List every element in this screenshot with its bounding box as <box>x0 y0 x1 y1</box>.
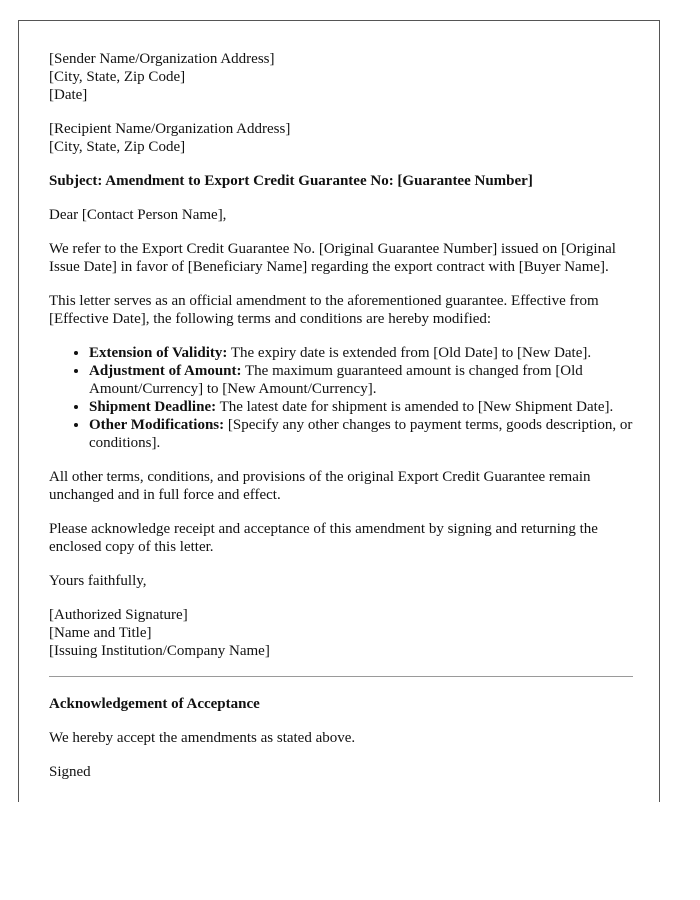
term-item-amount <box>89 362 633 398</box>
recipient-block <box>49 120 633 156</box>
term-label: Shipment Deadline: <box>89 399 217 415</box>
acceptance-statement: We hereby accept the amendments as stated above. <box>49 730 356 746</box>
amendment-paragraph: This letter serves as an official amendment to the aforementioned guarantee. Effective from [Effective Date], the following terms and conditions are hereby modified: <box>49 293 599 327</box>
acceptance-title: Acknowledgement of Acceptance <box>49 696 260 712</box>
closing: Yours faithfully, <box>49 573 147 589</box>
subject-line: Subject: Amendment to Export Credit Guarantee No: [Guarantee Number] <box>49 173 533 189</box>
term-label: Other Modifications: <box>89 417 225 433</box>
intro-paragraph: We refer to the Export Credit Guarantee No. [Original Guarantee Number] issued on [Original Issue Date] in favor of [Beneficiary Name] regarding the export contract with [Buyer Name]. <box>49 241 616 275</box>
issuing-institution: [Issuing Institution/Company Name] <box>49 643 270 659</box>
term-item-other <box>89 416 633 452</box>
term-item-validity <box>89 344 633 362</box>
recipient-address: [Recipient Name/Organization Address] <box>49 121 291 137</box>
term-label: Extension of Validity: <box>89 345 228 361</box>
acknowledge-paragraph: Please acknowledge receipt and acceptance of this amendment by signing and returning the enclosed copy of this letter. <box>49 521 598 555</box>
acceptance-signed-label: Signed <box>49 764 91 780</box>
sender-date: [Date] <box>49 87 88 103</box>
salutation: Dear [Contact Person Name], <box>49 207 227 223</box>
unchanged-paragraph: All other terms, conditions, and provisions of the original Export Credit Guarantee remain unchanged and in full force and effect. <box>49 469 591 503</box>
amendment-terms-list <box>49 344 633 452</box>
section-divider <box>49 676 633 677</box>
authorized-signature: [Authorized Signature] <box>49 607 188 623</box>
term-item-shipment <box>89 398 633 416</box>
sender-city: [City, State, Zip Code] <box>49 69 186 85</box>
signature-block <box>49 606 633 660</box>
term-text: The latest date for shipment is amended to [New Shipment Date]. <box>216 399 614 415</box>
signer-name-title: [Name and Title] <box>49 625 152 641</box>
term-text: The maximum guaranteed amount is changed from [Old Amount/Currency] to [New Amount/Currency]. <box>89 363 583 397</box>
letter-content <box>49 50 633 797</box>
sender-block <box>49 50 633 104</box>
term-text: [Specify any other changes to payment terms, goods description, or conditions]. <box>89 417 633 451</box>
term-label: Adjustment of Amount: <box>89 363 242 379</box>
recipient-city: [City, State, Zip Code] <box>49 139 186 155</box>
term-text: The expiry date is extended from [Old Date] to [New Date]. <box>227 345 592 361</box>
letter-page <box>18 20 660 802</box>
sender-address: [Sender Name/Organization Address] <box>49 51 275 67</box>
